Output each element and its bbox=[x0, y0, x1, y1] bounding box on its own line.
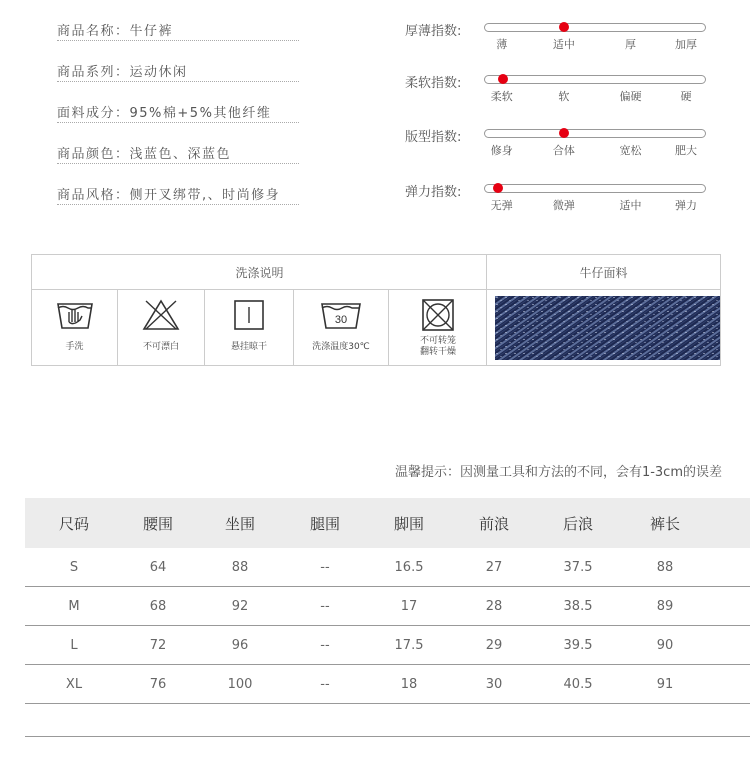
table-row bbox=[25, 587, 750, 626]
table-cell: 18 bbox=[400, 676, 418, 692]
index-ticks bbox=[484, 142, 706, 158]
info-label: 商品系列： bbox=[57, 65, 130, 80]
index-marker bbox=[559, 128, 569, 138]
care-label: 洗涤温度30℃ bbox=[312, 342, 370, 352]
care-label-line1: 不可转笼 bbox=[419, 336, 456, 346]
index-ticks bbox=[484, 36, 706, 52]
table-cell: 76 bbox=[149, 676, 167, 692]
tick-label: 硬 bbox=[680, 90, 692, 103]
info-value: 95%棉+5%其他纤维 bbox=[129, 106, 272, 121]
no-bleach-icon bbox=[141, 298, 181, 332]
care-hang-dry bbox=[205, 290, 294, 366]
denim-texture bbox=[495, 296, 720, 360]
info-value: 浅蓝色、深蓝色 bbox=[129, 147, 232, 162]
header-cell: 尺码 bbox=[58, 514, 90, 533]
info-row-material bbox=[57, 82, 299, 123]
table-cell: 100 bbox=[227, 676, 253, 692]
size-table-header bbox=[25, 498, 750, 548]
care-label-line2: 翻转干燥 bbox=[419, 347, 456, 357]
denim-fabric-swatch bbox=[495, 296, 720, 360]
table-cell: -- bbox=[320, 598, 330, 614]
index-track bbox=[484, 75, 706, 84]
info-value: 侧开叉绑带,、时尚修身 bbox=[129, 188, 281, 203]
header-cell: 后浪 bbox=[562, 514, 594, 533]
table-cell: 72 bbox=[149, 637, 167, 653]
table-cell: 92 bbox=[231, 598, 249, 614]
header-cell: 腿围 bbox=[309, 514, 341, 533]
tick-label: 加厚 bbox=[675, 38, 698, 51]
tick-label: 柔软 bbox=[490, 90, 513, 103]
table-cell: -- bbox=[320, 559, 330, 575]
table-cell: XL bbox=[65, 676, 83, 692]
index-label: 弹力指数: bbox=[405, 185, 462, 200]
tick-label: 宽松 bbox=[619, 144, 642, 157]
info-row-series bbox=[57, 41, 299, 82]
table-cell: 17.5 bbox=[394, 637, 424, 653]
tick-label: 偏硬 bbox=[619, 90, 642, 103]
table-cell: 40.5 bbox=[563, 676, 593, 692]
tick-label: 软 bbox=[558, 90, 570, 103]
table-cell: 28 bbox=[485, 598, 503, 614]
table-cell: 29 bbox=[485, 637, 503, 653]
care-label bbox=[389, 336, 487, 358]
tick-label: 适中 bbox=[619, 199, 642, 212]
table-cell: 64 bbox=[149, 559, 167, 575]
tick-label: 微弹 bbox=[552, 199, 575, 212]
table-cell: 91 bbox=[656, 676, 674, 692]
care-label: 不可漂白 bbox=[142, 342, 179, 352]
care-table bbox=[31, 254, 721, 366]
wash-temp-text: 30 bbox=[334, 314, 348, 326]
info-row-color bbox=[57, 123, 299, 164]
tick-label: 合体 bbox=[552, 144, 575, 157]
header-cell: 脚围 bbox=[393, 514, 425, 533]
index-track bbox=[484, 23, 706, 32]
header-cell: 前浪 bbox=[478, 514, 510, 533]
info-row-name bbox=[57, 0, 299, 41]
index-ticks bbox=[484, 88, 706, 104]
header-cell: 腰围 bbox=[142, 514, 174, 533]
table-cell: 68 bbox=[149, 598, 167, 614]
table-cell: -- bbox=[320, 676, 330, 692]
table-cell: S bbox=[69, 559, 79, 575]
info-label: 面料成分： bbox=[57, 106, 130, 121]
hang-dry-icon bbox=[229, 298, 269, 332]
measurement-tip: 温馨提示：因测量工具和方法的不同，会有1-3cm的误差 bbox=[394, 465, 722, 480]
table-cell: 16.5 bbox=[394, 559, 424, 575]
info-label: 商品颜色： bbox=[57, 147, 130, 162]
info-label: 商品风格： bbox=[57, 188, 130, 203]
wash-instructions-header: 洗涤说明 bbox=[32, 255, 487, 290]
index-label: 厚薄指数: bbox=[405, 24, 462, 39]
header-cell: 裤长 bbox=[649, 514, 681, 533]
header-cell: 坐围 bbox=[224, 514, 256, 533]
tick-label: 弹力 bbox=[675, 199, 698, 212]
info-value: 运动休闲 bbox=[129, 65, 188, 80]
hand-wash-icon bbox=[55, 298, 95, 332]
index-track bbox=[484, 129, 706, 138]
index-label: 柔软指数: bbox=[405, 76, 462, 91]
product-info-list bbox=[57, 0, 299, 205]
care-wash-30 bbox=[294, 290, 389, 366]
table-cell: 90 bbox=[656, 637, 674, 653]
table-cell: M bbox=[68, 598, 80, 614]
index-marker bbox=[559, 22, 569, 32]
tick-label: 肥大 bbox=[675, 144, 698, 157]
care-no-tumble-dry bbox=[389, 290, 487, 366]
table-cell: L bbox=[70, 637, 78, 653]
table-row bbox=[25, 665, 750, 704]
tick-label: 适中 bbox=[552, 38, 575, 51]
tick-label: 无弹 bbox=[490, 199, 513, 212]
table-cell: 96 bbox=[231, 637, 249, 653]
index-marker bbox=[493, 183, 503, 193]
tick-label: 厚 bbox=[625, 38, 637, 51]
fit-index bbox=[405, 126, 715, 166]
wash-30-icon bbox=[319, 298, 363, 332]
elasticity-index bbox=[405, 181, 715, 221]
care-hand-wash bbox=[32, 290, 118, 366]
table-cell: 27 bbox=[485, 559, 503, 575]
tick-label: 薄 bbox=[496, 38, 508, 51]
softness-index bbox=[405, 72, 715, 112]
fabric-header: 牛仔面料 bbox=[487, 255, 720, 290]
table-row bbox=[25, 548, 750, 587]
table-cell: 38.5 bbox=[563, 598, 593, 614]
care-label: 手洗 bbox=[65, 342, 84, 352]
no-tumble-dry-icon bbox=[418, 298, 458, 332]
index-ticks bbox=[484, 197, 706, 213]
table-cell: 37.5 bbox=[563, 559, 593, 575]
table-bottom-rule bbox=[25, 736, 750, 737]
table-row bbox=[25, 626, 750, 665]
info-value: 牛仔裤 bbox=[129, 24, 174, 39]
table-cell: 89 bbox=[656, 598, 674, 614]
index-marker bbox=[498, 74, 508, 84]
index-track bbox=[484, 184, 706, 193]
table-cell: 17 bbox=[400, 598, 418, 614]
table-cell: 88 bbox=[656, 559, 674, 575]
tick-label: 修身 bbox=[490, 144, 513, 157]
care-no-bleach bbox=[118, 290, 205, 366]
info-label: 商品名称： bbox=[57, 24, 130, 39]
table-cell: 88 bbox=[231, 559, 249, 575]
care-label: 悬挂晾干 bbox=[230, 342, 267, 352]
thickness-index bbox=[405, 20, 715, 60]
index-label: 版型指数: bbox=[405, 130, 462, 145]
size-table bbox=[25, 498, 750, 704]
table-cell: 39.5 bbox=[563, 637, 593, 653]
table-cell: 30 bbox=[485, 676, 503, 692]
table-cell: -- bbox=[320, 637, 330, 653]
info-row-style bbox=[57, 164, 299, 205]
